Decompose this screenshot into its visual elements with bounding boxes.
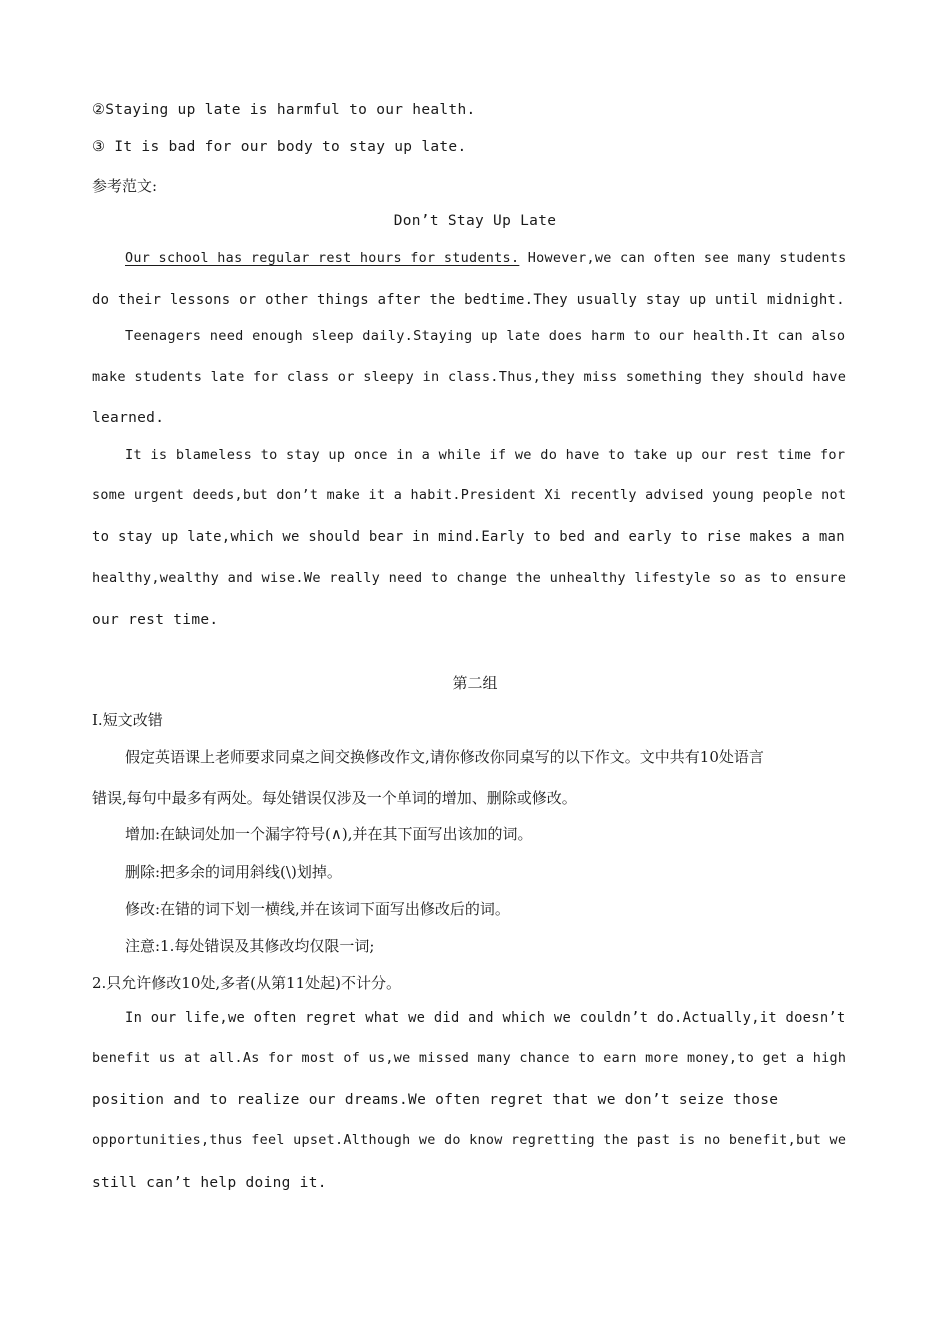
- essay-paragraph-2-line-3: learned.: [92, 410, 165, 426]
- essay-text: However,we can often see many students: [527, 251, 847, 266]
- instructions-line-1: 假定英语课上老师要求同桌之间交换修改作文,请你修改你同桌写的以下作文。文中共有10处语言: [125, 748, 764, 766]
- instructions-line-2: 错误,每句中最多有两处。每处错误仅涉及一个单词的增加、删除或修改。: [92, 789, 577, 807]
- essay-paragraph-2-line-2: make students late for class or sleepy in class.Thus,they miss something they should have: [92, 369, 847, 385]
- passage-line-1: In our life,we often regret what we did and which we couldn’t do.Actually,it doesn’t: [125, 1010, 846, 1026]
- passage-line-2: benefit us at all.As for most of us,we missed many chance to earn more money,to get a high: [92, 1051, 847, 1066]
- delete-rule: 删除:把多余的词用斜线(\)划掉。: [125, 863, 342, 881]
- underlined-topic-sentence: Our school has regular rest hours for students.: [125, 251, 520, 266]
- part-heading: Ⅰ.短文改错: [92, 711, 163, 729]
- modify-rule: 修改:在错的词下划一横线,并在该词下面写出修改后的词。: [125, 900, 510, 918]
- group-title: 第二组: [452, 674, 498, 692]
- essay-paragraph-3-line-2: some urgent deeds,but don’t make it a habit.President Xi recently advised young people not: [92, 488, 847, 503]
- note-1: 注意:1.每处错误及其修改均仅限一词;: [125, 937, 375, 955]
- essay-paragraph-3-line-3: to stay up late,which we should bear in mind.Early to bed and early to rise makes a man: [92, 529, 845, 545]
- sample-essay-label: 参考范文:: [92, 177, 158, 195]
- essay-title: Don’t Stay Up Late: [393, 213, 557, 229]
- essay-paragraph-3-line-4: healthy,wealthy and wise.We really need to change the unhealthy lifestyle so as to ensure: [92, 570, 847, 586]
- add-rule: 增加:在缺词处加一个漏字符号(∧),并在其下面写出该加的词。: [125, 825, 533, 843]
- passage-line-3: position and to realize our dreams.We often regret that we don’t seize those: [92, 1092, 779, 1108]
- essay-paragraph-3-line-5: our rest time.: [92, 612, 219, 628]
- essay-paragraph-1-line-1: [125, 251, 847, 266]
- note-2: 2.只允许修改10处,多者(从第11处起)不计分。: [92, 974, 401, 992]
- passage-line-4: opportunities,thus feel upset.Although we do know regretting the past is no benefit,but we: [92, 1133, 847, 1148]
- essay-paragraph-1-line-2: do their lessons or other things after the bedtime.They usually stay up until midnight.: [92, 292, 845, 308]
- passage-line-5: still can’t help doing it.: [92, 1175, 327, 1191]
- alternative-sentence-3: ③ It is bad for our body to stay up late.: [92, 139, 467, 155]
- essay-paragraph-2-line-1: Teenagers need enough sleep daily.Staying up late does harm to our health.It can also: [125, 328, 846, 344]
- alternative-sentence-2: ②Staying up late is harmful to our health.: [92, 102, 476, 118]
- essay-paragraph-3-line-1: It is blameless to stay up once in a while if we do have to take up our rest time for: [125, 447, 846, 463]
